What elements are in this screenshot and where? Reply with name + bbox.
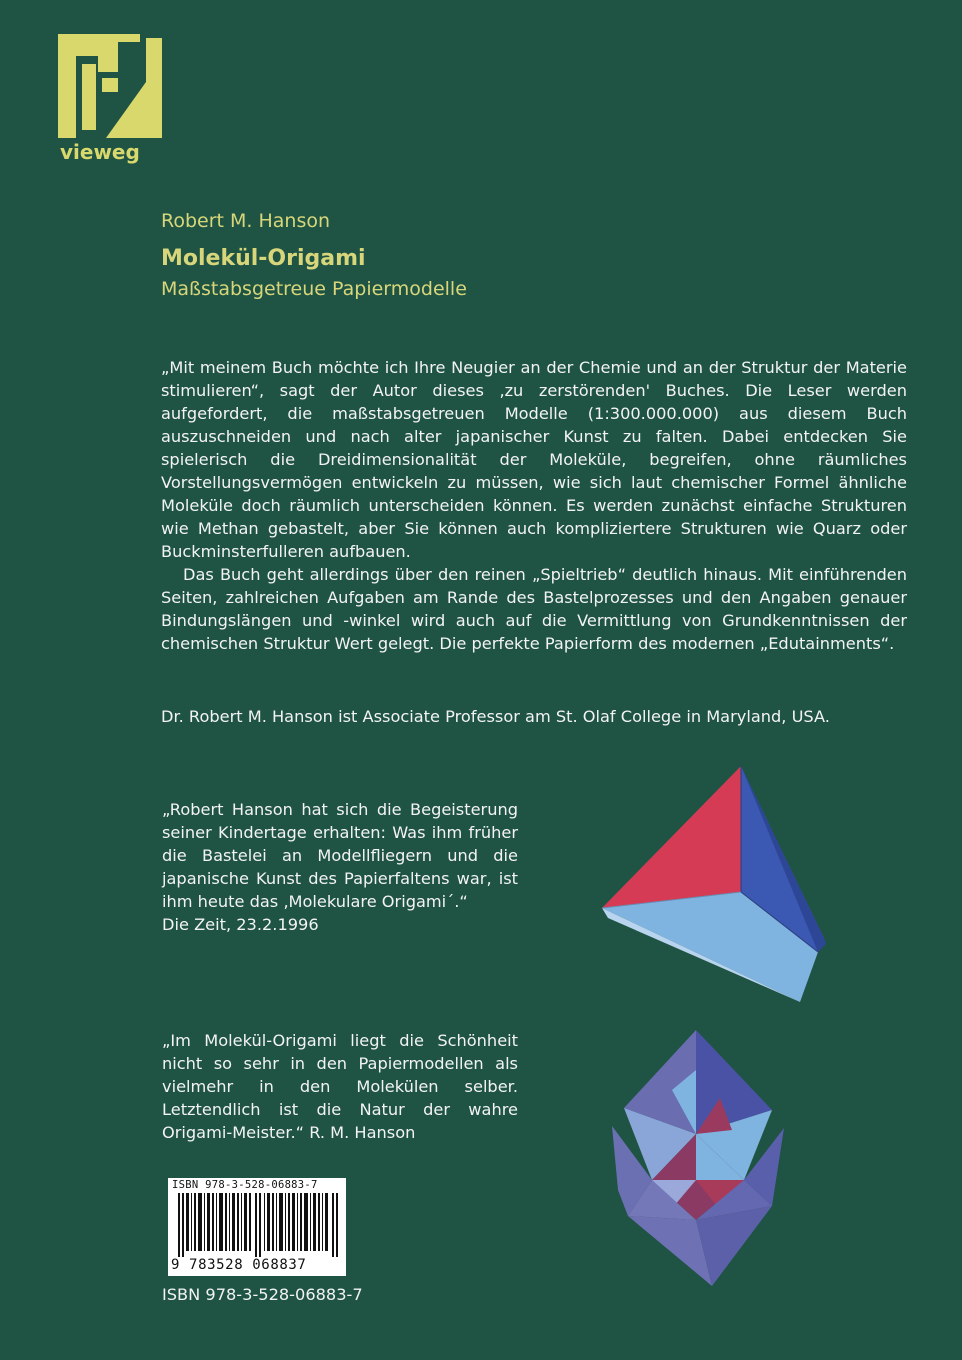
- stellated-octahedron-model-icon: [612, 1030, 784, 1290]
- ean-barcode-icon: [178, 1193, 340, 1257]
- quote-text: „Im Molekül-Origami liegt die Schönheit nicht so sehr in den Papiermodellen als vielmehr in den Molekülen selber. Letztendlich ist die Natur der wahre Origami-Meister.“ R. M. Hanson: [162, 1031, 518, 1142]
- tetrahedron-model-icon: [600, 766, 826, 1006]
- book-subtitle: Maßstabsgetreue Papiermodelle: [161, 278, 467, 300]
- isbn-number: ISBN 978-3-528-06883-7: [162, 1285, 363, 1304]
- book-blurb: [161, 356, 907, 655]
- quote-hanson: [162, 1029, 518, 1144]
- publisher-name: vieweg: [60, 140, 140, 164]
- quote-die-zeit: [162, 798, 518, 936]
- book-author: Robert M. Hanson: [161, 210, 331, 232]
- barcode-isbn-text: ISBN 978-3-528-06883-7: [172, 1179, 318, 1191]
- isbn-barcode: [168, 1178, 346, 1276]
- quote-text: „Robert Hanson hat sich die Begeisterung seiner Kindertage erhalten: Was ihm früher die Bastelei an Modellfliegern und die japanische Kunst des Papierfaltens war, ist ihm heute das ‚Molekulare Origami´.“: [162, 800, 518, 911]
- publisher-logo: [58, 34, 162, 166]
- quote-source: Die Zeit, 23.2.1996: [162, 915, 319, 934]
- author-bio: Dr. Robert M. Hanson ist Associate Professor am St. Olaf College in Maryland, USA.: [161, 707, 830, 726]
- book-title: Molekül-Origami: [161, 246, 366, 271]
- vieweg-logo-icon: [58, 34, 162, 138]
- barcode-digits: 9 783528 068837: [171, 1257, 307, 1273]
- blurb-paragraph-2: Das Buch geht allerdings über den reinen „Spieltrieb“ deutlich hinaus. Mit einführenden Seiten, zahlreichen Aufgaben am Rande des Bastelprozesses und den Angaben genauer Bindungslängen und -winkel wird auch auf die Vermittlung von Grundkenntnissen der chemischen Struktur Wert gelegt. Die perfekte Papierform des modernen „Edutainments“.: [161, 565, 907, 653]
- blurb-paragraph-1: „Mit meinem Buch möchte ich Ihre Neugier an der Chemie und an der Struktur der Materie stimulieren“, sagt der Autor dieses ‚zu zerstörenden' Buches. Die Leser werden aufgefordert, die maßstabsgetreuen Modelle (1:300.000.000) aus diesem Buch auszuschneiden und nach alter japanischer Kunst zu falten. Dabei entdecken Sie spielerisch die Dreidimensionalität der Moleküle, begreifen, ohne räumliches Vorstellungsvermögen entwickeln zu müssen, wie sich laut chemischer Formel ähnliche Moleküle doch räumlich unterscheiden können. Es werden zunächst einfache Strukturen wie Methan gebastelt, aber Sie können auch kompliziertere Strukturen wie Quarz oder Buckminsterfulleren aufbauen.: [161, 358, 907, 561]
